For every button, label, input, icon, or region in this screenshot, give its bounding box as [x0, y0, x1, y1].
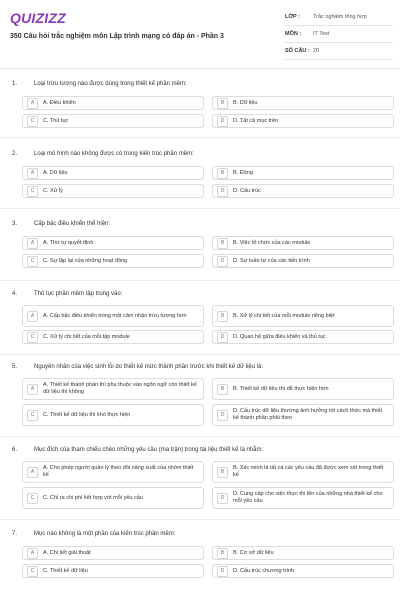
- option-text: C. Thiết kế dữ liệu thì khó thực hiện: [43, 411, 131, 418]
- option-letter: C: [27, 493, 38, 504]
- option-c[interactable]: [22, 404, 204, 426]
- question-text: Thủ tục phần mềm tập trung vào:: [34, 291, 123, 297]
- option-letter: D: [217, 410, 228, 421]
- question-divider: [0, 354, 400, 355]
- option-text: D. Quan hệ giữa điều khiển và thủ tục: [233, 333, 326, 340]
- option-letter: D: [217, 256, 228, 267]
- question-text: Mục nào không là một phần của kiến trúc phần mềm:: [34, 531, 176, 537]
- option-text: C. Thiết kế dữ liệu: [43, 567, 88, 574]
- option-c[interactable]: [22, 254, 204, 268]
- question-divider: [0, 436, 400, 437]
- option-text: A. Cho phép người quản lý theo dõi năng suất của nhóm thiết kế: [43, 465, 194, 478]
- option-a[interactable]: [22, 461, 204, 483]
- option-letter: D: [217, 186, 228, 197]
- question-number: 5.: [12, 364, 18, 370]
- option-text: D. Cấu trúc: [233, 187, 261, 194]
- option-d[interactable]: [212, 404, 394, 426]
- option-letter: B: [217, 548, 228, 559]
- question-number: 2.: [12, 151, 18, 157]
- option-text: C. Sự lặp lại của những hoạt động: [43, 257, 128, 264]
- option-b[interactable]: [212, 461, 394, 483]
- option-a[interactable]: [22, 236, 204, 250]
- option-c[interactable]: [22, 330, 204, 344]
- option-letter: D: [217, 332, 228, 343]
- option-text: A. Thiết kế thành phần thì phụ thuộc vào ngôn ngữ còn thiết kế dữ liệu thì không: [43, 382, 197, 395]
- option-text: B. Xử lý chi tiết của mỗi module riêng biệt: [233, 312, 335, 319]
- option-letter: C: [27, 256, 38, 267]
- option-d[interactable]: [212, 564, 394, 578]
- option-b[interactable]: [212, 236, 394, 250]
- option-text: C. Thủ tục: [43, 117, 69, 124]
- option-text: B. Động: [233, 169, 253, 176]
- question-divider: [0, 519, 400, 520]
- option-text: D. Cung cấp cho việc thực thi tên của những nhà thiết kế cho mỗi yêu cầu: [233, 491, 383, 504]
- option-letter: B: [217, 98, 228, 109]
- option-d[interactable]: [212, 330, 394, 344]
- question-number: 4.: [12, 291, 18, 297]
- meta-label: LỚP :: [285, 14, 300, 20]
- meta-row-subject: [285, 26, 393, 43]
- option-b[interactable]: [212, 166, 394, 180]
- meta-row-class: [285, 9, 393, 26]
- option-c[interactable]: [22, 114, 204, 128]
- option-text: C. Xử lý: [43, 187, 63, 194]
- question-text: Nguyên nhân của việc sinh lỗi do thiết kế mức thành phần trước khi thiết kế dữ liệu là:: [34, 364, 264, 370]
- option-text: B. Việc tổ chức của các module: [233, 239, 311, 246]
- option-letter: B: [217, 168, 228, 179]
- option-text: B. Thiết kế dữ liệu thì dễ thực hiện hơn: [233, 385, 329, 392]
- option-letter: A: [27, 467, 38, 478]
- quizizz-logo: QUIZIZZ: [10, 10, 66, 26]
- question-number: 7.: [12, 531, 18, 537]
- option-letter: C: [27, 410, 38, 421]
- option-c[interactable]: [22, 184, 204, 198]
- page-header: [0, 0, 400, 68]
- option-text: A. Điều khiển: [43, 99, 76, 106]
- option-letter: B: [217, 311, 228, 322]
- option-a[interactable]: [22, 378, 204, 400]
- option-letter: A: [27, 384, 38, 395]
- option-letter: A: [27, 548, 38, 559]
- meta-value: IT Test: [313, 31, 330, 37]
- option-text: A. Cấp bậc điều khiển trong một cảm nhận trừu tượng hơn: [43, 312, 187, 319]
- meta-label: SỐ CÂU :: [285, 48, 310, 54]
- option-letter: D: [217, 116, 228, 127]
- option-letter: C: [27, 116, 38, 127]
- question-text: Loại mô hình nào không được có trong kiến trúc phần mềm:: [34, 151, 194, 157]
- option-b[interactable]: [212, 378, 394, 400]
- question-text: Mục đích của tham chiếu chéo những yêu cầu (ma trận) trong tài liệu thiết kế là nhằm:: [34, 447, 264, 453]
- meta-row-count: [285, 43, 393, 60]
- meta-label: MÔN :: [285, 31, 302, 37]
- question-number: 6.: [12, 447, 18, 453]
- option-d[interactable]: [212, 114, 394, 128]
- document-title: 350 Câu hỏi trắc nghiệm môn Lập trình mạng có đáp án - Phần 3: [10, 33, 224, 40]
- option-text: D. Cấu trúc dữ liệu thường ảnh hưởng tới cách thức mà thiết kế thành phần phải theo: [233, 408, 383, 421]
- option-b[interactable]: [212, 305, 394, 327]
- option-b[interactable]: [212, 546, 394, 560]
- question-divider: [0, 280, 400, 281]
- meta-value: 20: [313, 48, 320, 54]
- option-letter: A: [27, 168, 38, 179]
- question-text: Cấp bậc điều khiển thể hiện:: [34, 221, 111, 227]
- option-text: D. Sự tuần tự của các tiến trình: [233, 257, 310, 264]
- option-text: A. Thứ tự quyết định: [43, 239, 94, 246]
- question-divider: [0, 137, 400, 138]
- option-text: A. Dữ liệu: [43, 169, 68, 176]
- option-letter: A: [27, 311, 38, 322]
- meta-table: [285, 9, 393, 60]
- option-letter: C: [27, 186, 38, 197]
- option-d[interactable]: [212, 184, 394, 198]
- option-c[interactable]: [22, 564, 204, 578]
- option-text: A. Chi tiết giải thuật: [43, 549, 91, 556]
- question-divider: [0, 208, 400, 209]
- option-text: D. Tất cả mục trên: [233, 117, 279, 124]
- question-number: 1.: [12, 81, 18, 87]
- option-letter: C: [27, 566, 38, 577]
- option-letter: B: [217, 467, 228, 478]
- question-text: Loại trừu tượng nào được dùng trong thiết kế phần mềm:: [34, 81, 187, 87]
- option-text: B. Cơ sở dữ liệu: [233, 549, 274, 556]
- header-divider: [0, 68, 400, 69]
- option-a[interactable]: [22, 166, 204, 180]
- option-d[interactable]: [212, 254, 394, 268]
- meta-value: Trắc nghiệm tổng hợp: [313, 14, 367, 20]
- option-letter: A: [27, 238, 38, 249]
- option-letter: B: [217, 238, 228, 249]
- option-letter: C: [27, 332, 38, 343]
- option-c[interactable]: [22, 487, 204, 509]
- option-text: B. Xác minh là tất cả các yêu cầu đã được xem xét trong thiết kế: [233, 465, 384, 478]
- option-a[interactable]: [22, 96, 204, 110]
- option-a[interactable]: [22, 546, 204, 560]
- option-letter: A: [27, 98, 38, 109]
- option-a[interactable]: [22, 305, 204, 327]
- option-d[interactable]: [212, 487, 394, 509]
- option-text: D. Cấu trúc chương trình: [233, 567, 295, 574]
- question-number: 3.: [12, 221, 18, 227]
- option-letter: D: [217, 493, 228, 504]
- option-letter: D: [217, 566, 228, 577]
- option-text: C. Xử lý chi tiết của mỗi tập module: [43, 333, 130, 340]
- option-text: B. Dữ liệu: [233, 99, 258, 106]
- option-letter: B: [217, 384, 228, 395]
- option-text: C. Chỉ ra chi phí kết hợp với mỗi yêu cầu: [43, 494, 143, 501]
- option-b[interactable]: [212, 96, 394, 110]
